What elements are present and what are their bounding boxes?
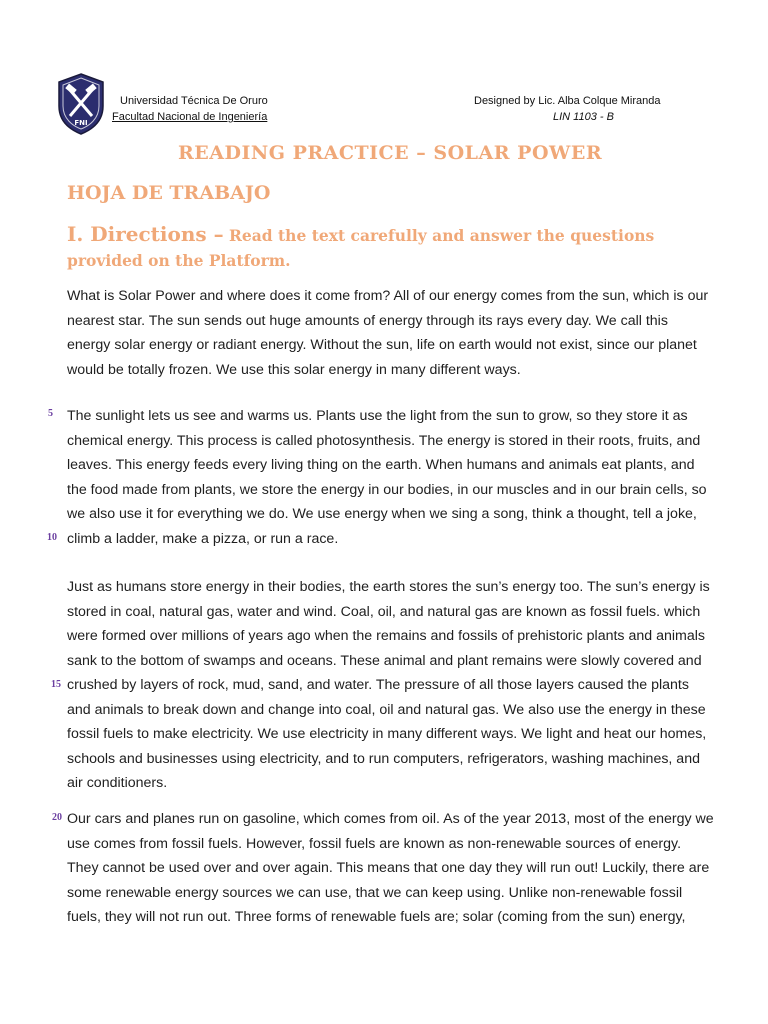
paragraph-4: Our cars and planes run on gasoline, which comes from oil. As of the year 2013, most of the energy we use comes from fossil fuels. However, fossil fuels are known as non-renewable sources of energy. They cannot be used over and over again. This means that one day they will run out! Luckily, there are some renewable energy sources we can use, that we can keep using. Unlike non-renewable fossil fuels, they will not run out. Three forms of renewable fuels are; solar (coming from the sun) energy, <box>67 811 714 925</box>
course-code: LIN 1103 - B <box>553 111 614 123</box>
line-number-10: 10 <box>47 532 57 543</box>
paragraph-2: The sunlight lets us see and warms us. Plants use the light from the sun to grow, so they store it as chemical energy. This process is called photosynthesis. The energy is stored in their roots, fruits, and leaves. This energy feeds every living thing on the earth. When humans and animals eat plants, and the food made from plants, we store the energy in our bodies, in our muscles and in our brain cells, so we also use it for everything we do. We use energy when we sing a song, think a thought, tell a joke, climb a ladder, make a pizza, or run a race. <box>67 408 707 547</box>
faculty-name: Facultad Nacional de Ingeniería <box>112 111 268 123</box>
university-name: Universidad Técnica De Oruro <box>120 95 268 107</box>
line-number-20: 20 <box>52 812 62 823</box>
directions-label: I. Directions – <box>67 222 224 246</box>
line-number-15: 15 <box>51 679 61 690</box>
university-shield-logo <box>56 72 106 136</box>
directions <box>67 222 717 273</box>
paragraph-1: What is Solar Power and where does it come from? All of our energy comes from the sun, which is our nearest star. The sun sends out huge amounts of energy through its rays every day. We call this energy solar energy or radiant energy. Without the sun, life on earth would not exist, since our planet would be totally frozen. We use this solar energy in many different ways. <box>67 288 709 378</box>
logo-text: FNI <box>74 119 88 127</box>
page-title: READING PRACTICE – SOLAR POWER <box>178 142 603 164</box>
designer-credit: Designed by Lic. Alba Colque Miranda <box>474 95 661 107</box>
worksheet-heading: HOJA DE TRABAJO <box>67 182 271 204</box>
line-number-5: 5 <box>48 408 53 419</box>
directions-text: Read the text carefully and answer the questions provided on the Platform. <box>67 226 655 270</box>
paragraph-3: Just as humans store energy in their bodies, the earth stores the sun’s energy too. The sun’s energy is stored in coal, natural gas, water and wind. Coal, oil, and natural gas are known as fossil fuels. which were formed over millions of years ago when the remains and fossils of prehistoric plants and animals sank to the bottom of swamps and oceans. These animal and plant remains were slowly covered and crushed by layers of rock, mud, sand, and water. The pressure of all those layers caused the plants and animals to break down and change into coal, oil and natural gas. We also use the energy in these fossil fuels to make electricity. We use electricity in many different ways. We light and heat our homes, schools and businesses using electricity, and to run computers, refrigerators, washing machines, and air conditioners. <box>67 579 710 791</box>
